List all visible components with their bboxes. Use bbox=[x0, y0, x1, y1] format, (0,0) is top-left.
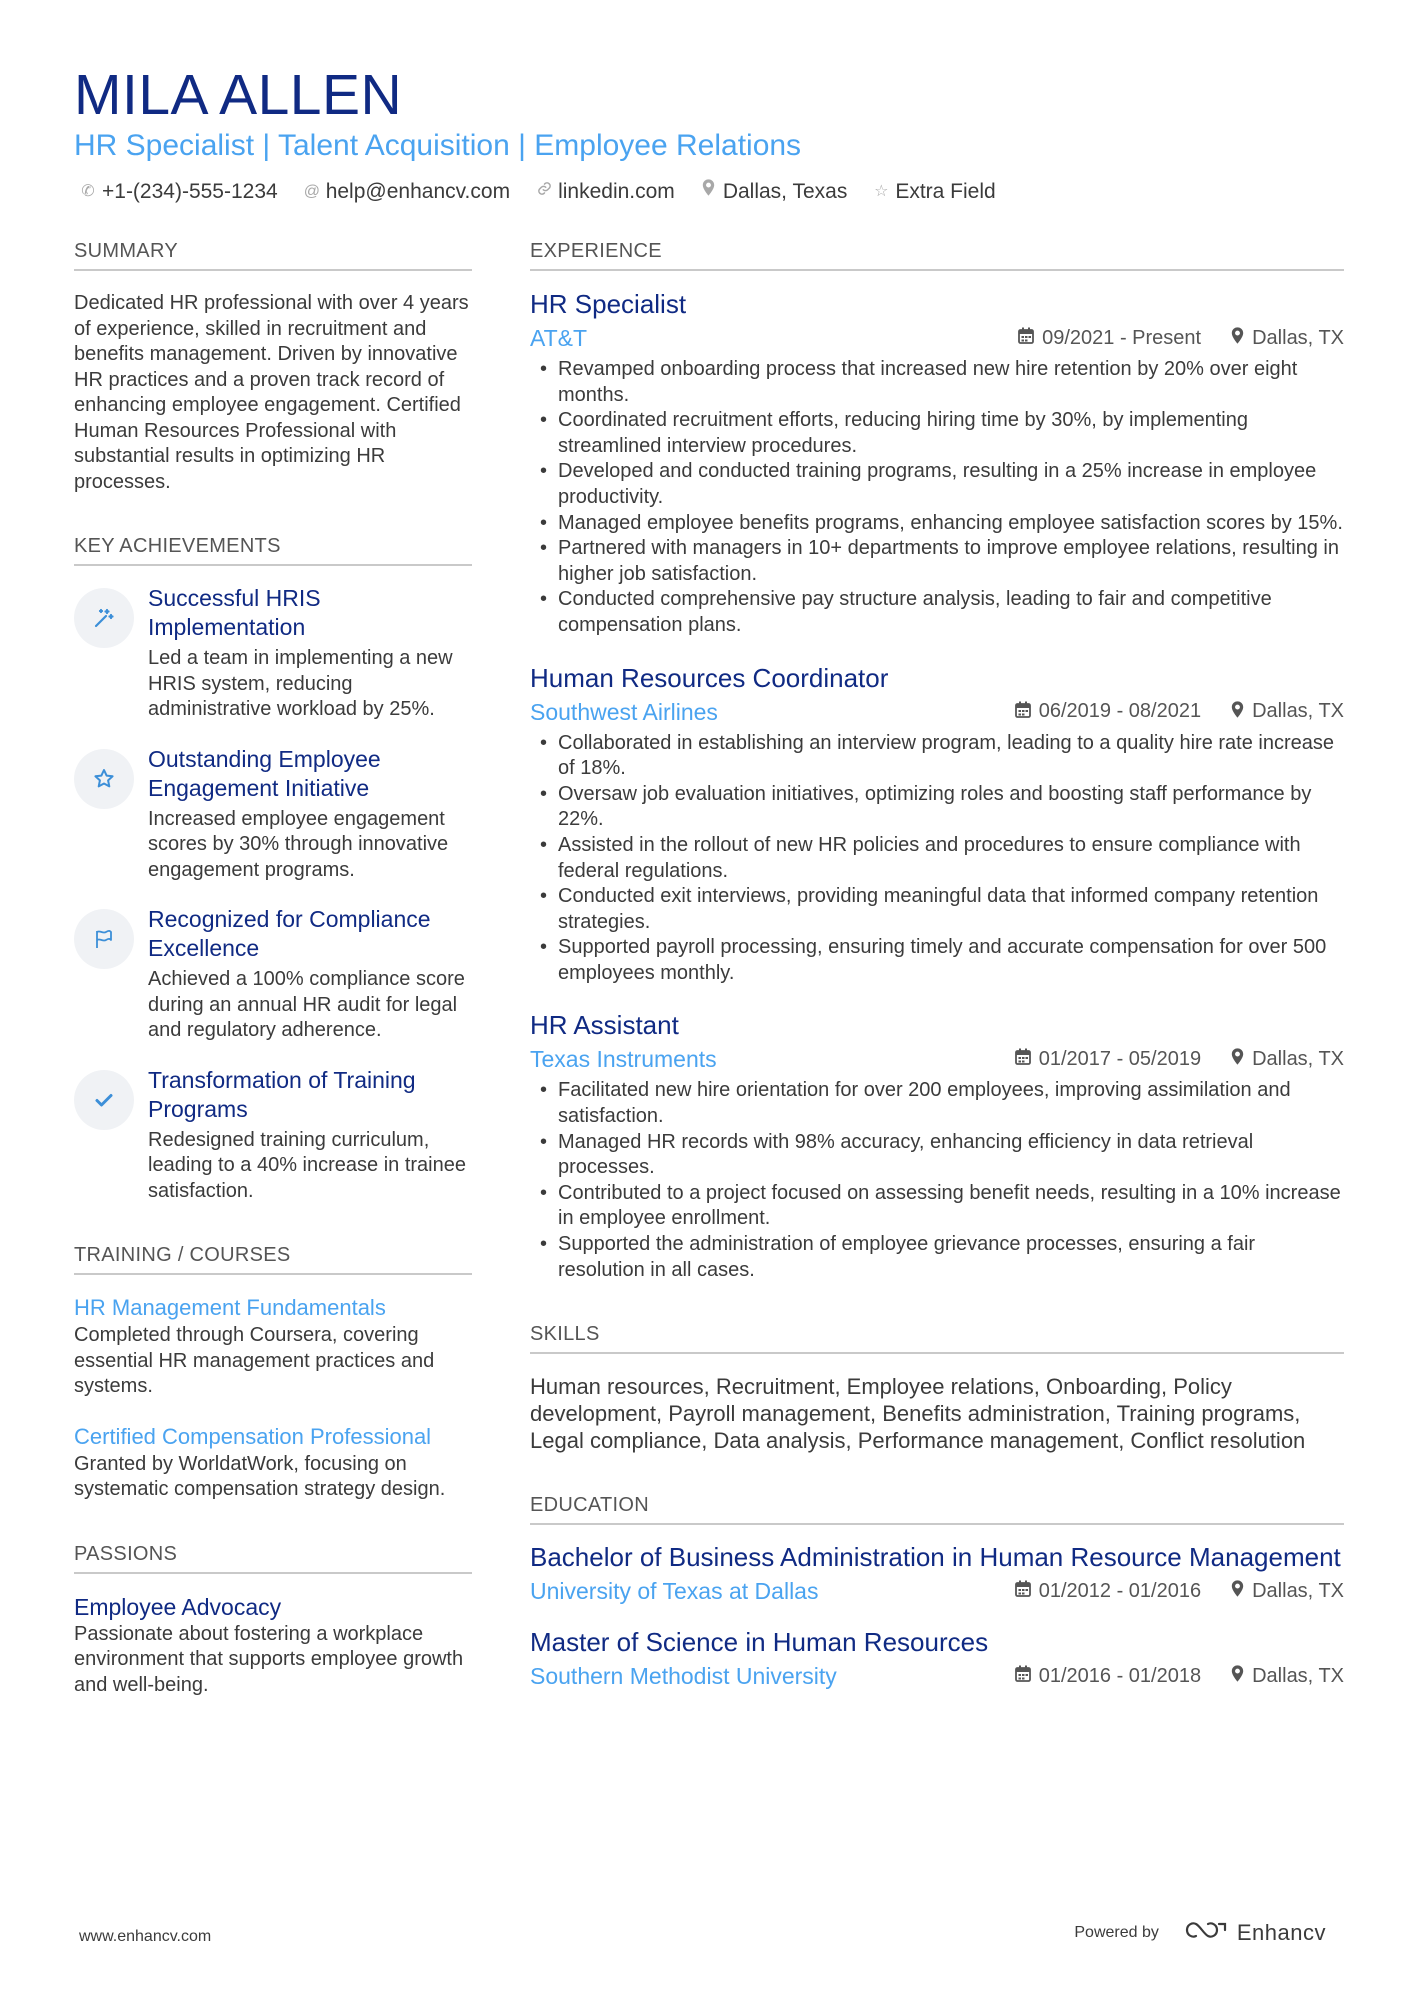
job-title: HR Specialist bbox=[530, 289, 687, 319]
education-location: Dallas, TX bbox=[1252, 1664, 1344, 1687]
course-title: Certified Compensation Professional bbox=[74, 1423, 432, 1449]
education-entry bbox=[530, 1541, 1344, 1606]
left-column bbox=[74, 238, 472, 1698]
link-icon bbox=[536, 178, 552, 206]
summary-text: Dedicated HR professional with over 4 years of experience, skilled in recruitment and benefits management. Driven by innovative HR practices and a proven track record of enhancing employee engagement. Certified Human Resources Professional with substantial results in optimizing HR processes. bbox=[74, 292, 469, 493]
job-bullet: • Coordinated recruitment efforts, reducing hiring time by 30%, by implementing streamlined interview procedures. bbox=[530, 408, 1344, 459]
education-dates: 01/2012 - 01/2016 bbox=[1038, 1579, 1202, 1602]
job-bullet: • Conducted comprehensive pay structure analysis, leading to fair and competitive compensation plans. bbox=[530, 587, 1344, 638]
achievement-text: Led a team in implementing a new HRIS system, reducing administrative workload by 25%. bbox=[148, 647, 453, 720]
contact-email[interactable] bbox=[304, 178, 510, 206]
phone-icon: ✆ bbox=[81, 183, 95, 200]
location-icon bbox=[1231, 1580, 1244, 1602]
education-section bbox=[530, 1492, 1344, 1691]
job-location: Dallas, TX bbox=[1252, 700, 1344, 723]
experience-section bbox=[530, 238, 1344, 1283]
achievement-item bbox=[74, 584, 472, 723]
right-column bbox=[530, 238, 1344, 1691]
passions-heading: PASSIONS bbox=[74, 1541, 472, 1574]
experience-heading: EXPERIENCE bbox=[530, 238, 1344, 271]
contact-phone[interactable] bbox=[80, 178, 278, 206]
job-bullet: • Supported payroll processing, ensuring timely and accurate compensation for over 500 employees monthly. bbox=[530, 935, 1344, 986]
job-entry bbox=[530, 287, 1344, 639]
location-icon bbox=[1231, 327, 1244, 349]
job-company: Southwest Airlines bbox=[530, 698, 718, 725]
job-dates: 09/2021 - Present bbox=[1042, 326, 1202, 349]
checkmark-icon bbox=[74, 1070, 134, 1130]
brand-name: Enhancv bbox=[1236, 1920, 1326, 1945]
job-bullet: • Assisted in the rollout of new HR policies and procedures to ensure compliance with federal regulations. bbox=[530, 833, 1344, 884]
passion-title: Employee Advocacy bbox=[74, 1593, 282, 1620]
achievement-title: Transformation of Training Programs bbox=[148, 1066, 416, 1122]
skills-heading: SKILLS bbox=[530, 1321, 1344, 1354]
passion-item bbox=[74, 1592, 472, 1699]
contact-extra-text: Extra Field bbox=[895, 180, 996, 203]
job-company: AT&T bbox=[530, 325, 588, 351]
calendar-icon bbox=[1015, 1665, 1031, 1687]
location-icon bbox=[1231, 1048, 1244, 1070]
contact-extra bbox=[873, 178, 995, 206]
job-bullets bbox=[530, 357, 1344, 639]
course-item bbox=[74, 1422, 472, 1503]
job-title: Human Resources Coordinator bbox=[530, 662, 889, 693]
achievement-title: Recognized for Compliance Excellence bbox=[148, 906, 431, 961]
job-company: Texas Instruments bbox=[530, 1046, 717, 1073]
achievements-heading: KEY ACHIEVEMENTS bbox=[74, 533, 472, 566]
job-bullet: • Conducted exit interviews, providing meaningful data that informed company retention strategies. bbox=[530, 884, 1344, 935]
achievement-text: Increased employee engagement scores by 30% through innovative engagement programs. bbox=[148, 807, 449, 881]
job-dates: 01/2017 - 05/2019 bbox=[1038, 1047, 1202, 1070]
job-bullet: • Managed HR records with 98% accuracy, enhancing efficiency in data retrieval processes. bbox=[530, 1130, 1344, 1181]
course-text: Granted by WorldatWork, focusing on systematic compensation strategy design. bbox=[74, 1452, 446, 1500]
candidate-name: MILA ALLEN bbox=[74, 63, 403, 127]
infinity-logo-icon bbox=[1183, 1918, 1229, 1948]
calendar-icon bbox=[1015, 701, 1031, 723]
contact-location-text: Dallas, Texas bbox=[722, 180, 848, 203]
star-icon bbox=[74, 749, 134, 809]
job-location: Dallas, TX bbox=[1252, 326, 1344, 349]
course-item bbox=[74, 1293, 472, 1400]
job-entry bbox=[530, 661, 1344, 987]
job-location: Dallas, TX bbox=[1252, 1047, 1344, 1070]
skills-text: Human resources, Recruitment, Employee relations, Onboarding, Policy development, Payroll management, Benefits administration, Training programs, Legal compliance, Data analysis, Performance management, Conflict resolution bbox=[530, 1374, 1306, 1453]
achievement-text: Redesigned training curriculum, leading to a 40% increase in trainee satisfaction. bbox=[148, 1128, 466, 1202]
job-bullet: • Managed employee benefits programs, enhancing employee satisfaction scores by 15%. bbox=[530, 511, 1344, 537]
candidate-title: HR Specialist | Talent Acquisition | Employee Relations bbox=[74, 129, 802, 162]
calendar-icon bbox=[1015, 1580, 1031, 1602]
education-dates: 01/2016 - 01/2018 bbox=[1038, 1664, 1202, 1687]
passions-section bbox=[74, 1541, 472, 1699]
job-bullets bbox=[530, 731, 1344, 987]
school-name: University of Texas at Dallas bbox=[530, 1578, 819, 1605]
education-heading: EDUCATION bbox=[530, 1492, 1344, 1525]
school-name: Southern Methodist University bbox=[530, 1663, 837, 1690]
job-bullet: • Contributed to a project focused on assessing benefit needs, resulting in a 10% increase in employee enrollment. bbox=[530, 1181, 1344, 1232]
job-bullet: • Collaborated in establishing an interview program, leading to a quality hire rate increase of 18%. bbox=[530, 731, 1344, 782]
degree-title: Master of Science in Human Resources bbox=[530, 1627, 989, 1658]
education-entry bbox=[530, 1626, 1344, 1691]
job-bullet: • Supported the administration of employee grievance processes, ensuring a fair resolution in all cases. bbox=[530, 1232, 1344, 1283]
job-bullet: • Oversaw job evaluation initiatives, optimizing roles and boosting staff performance by 22%. bbox=[530, 782, 1344, 833]
training-heading: TRAINING / COURSES bbox=[74, 1242, 472, 1275]
training-section bbox=[74, 1242, 472, 1503]
job-bullet: • Developed and conducted training programs, resulting in a 25% increase in employee productivity. bbox=[530, 459, 1344, 510]
flag-icon bbox=[74, 909, 134, 969]
achievement-title: Successful HRIS Implementation bbox=[148, 585, 321, 640]
achievement-item bbox=[74, 1066, 472, 1205]
achievements-section bbox=[74, 533, 472, 1204]
achievement-item bbox=[74, 905, 472, 1044]
job-dates: 06/2019 - 08/2021 bbox=[1038, 700, 1202, 723]
powered-by-label: Powered by bbox=[1074, 1924, 1159, 1941]
contact-linkedin[interactable] bbox=[536, 178, 675, 206]
location-icon bbox=[1231, 701, 1244, 723]
course-title: HR Management Fundamentals bbox=[74, 1295, 386, 1320]
location-icon bbox=[1231, 1665, 1244, 1687]
degree-title: Bachelor of Business Administration in Human Resource Management bbox=[530, 1542, 1341, 1573]
job-entry bbox=[530, 1008, 1344, 1283]
location-icon bbox=[701, 178, 717, 206]
summary-heading: SUMMARY bbox=[74, 238, 472, 271]
contact-linkedin-text: linkedin.com bbox=[558, 180, 675, 203]
at-icon: @ bbox=[303, 183, 320, 200]
enhancv-logo[interactable] bbox=[1183, 1918, 1326, 1948]
job-bullets bbox=[530, 1078, 1344, 1283]
contact-bar bbox=[80, 178, 996, 206]
job-title: HR Assistant bbox=[530, 1010, 679, 1041]
contact-location bbox=[701, 178, 848, 206]
job-bullet: • Partnered with managers in 10+ departments to improve employee relations, resulting in higher job satisfaction. bbox=[530, 536, 1344, 587]
achievement-item bbox=[74, 745, 472, 884]
footer-branding bbox=[1074, 1918, 1326, 1948]
achievement-text: Achieved a 100% compliance score during an annual HR audit for legal and regulatory adherence. bbox=[148, 968, 465, 1041]
magic-wand-icon bbox=[74, 588, 134, 648]
passion-text: Passionate about fostering a workplace environment that supports employee growth and well-being. bbox=[74, 1622, 464, 1696]
job-bullet: • Revamped onboarding process that increased new hire retention by 20% over eight months. bbox=[530, 357, 1344, 408]
achievement-title: Outstanding Employee Engagement Initiative bbox=[148, 745, 381, 801]
contact-phone-text: +1-(234)-555-1234 bbox=[102, 180, 278, 203]
summary-section bbox=[74, 238, 472, 495]
calendar-icon bbox=[1015, 1048, 1031, 1070]
skills-section bbox=[530, 1321, 1344, 1454]
star-icon: ☆ bbox=[874, 183, 889, 200]
education-location: Dallas, TX bbox=[1252, 1579, 1344, 1602]
calendar-icon bbox=[1018, 327, 1034, 349]
footer-website-link[interactable]: www.enhancv.com bbox=[79, 1928, 212, 1945]
course-text: Completed through Coursera, covering essential HR management practices and systems. bbox=[74, 1324, 435, 1397]
job-bullet: • Facilitated new hire orientation for over 200 employees, improving assimilation and satisfaction. bbox=[530, 1078, 1344, 1129]
contact-email-text: help@enhancv.com bbox=[325, 180, 511, 203]
